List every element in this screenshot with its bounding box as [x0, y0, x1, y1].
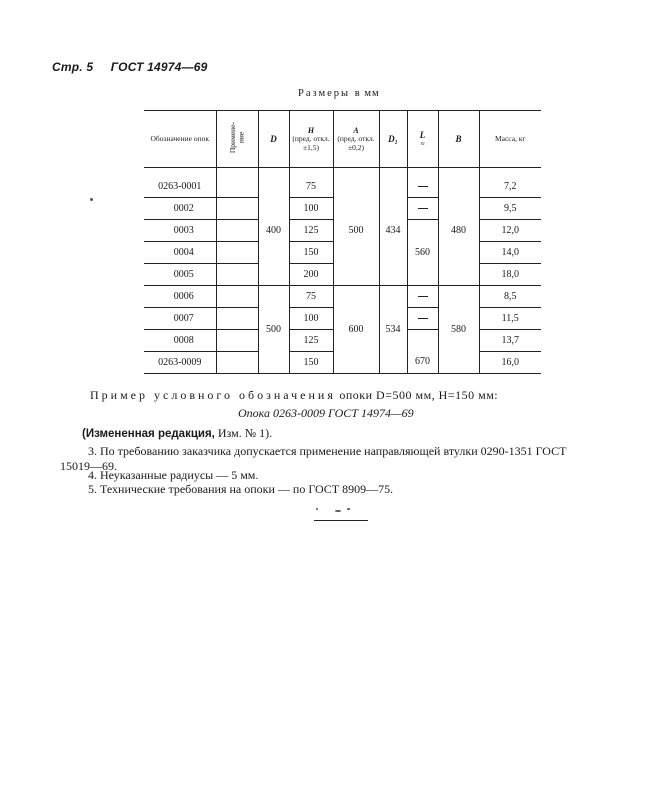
cell-mass: 16,0: [479, 352, 541, 374]
cell-d: 400: [258, 168, 289, 286]
scan-speck: [90, 198, 93, 201]
cell-b: 480: [438, 168, 479, 286]
page-header: [52, 60, 222, 74]
cell-l: 560: [407, 220, 438, 286]
cell-d1: 534: [379, 286, 407, 374]
cell-h: 100: [289, 308, 333, 330]
end-rule: [314, 520, 368, 521]
cell-h: 125: [289, 220, 333, 242]
cell-l: [407, 286, 438, 308]
cell-h: 100: [289, 198, 333, 220]
header-l: [407, 111, 438, 168]
header-mass: Масса, кг: [479, 111, 541, 168]
header-l-symbol: L: [419, 129, 426, 140]
cell-h: 150: [289, 352, 333, 374]
dash-mark: [418, 186, 428, 187]
dash-mark: [418, 318, 428, 319]
cell-mass: 9,5: [479, 198, 541, 220]
amendment-note: [82, 426, 272, 441]
table-row: [144, 168, 541, 198]
cell-code: 0005: [144, 264, 216, 286]
cell-code: 0002: [144, 198, 216, 220]
designation-example: [90, 388, 498, 403]
cell-application: [216, 220, 258, 242]
cell-application: [216, 352, 258, 374]
cell-d: 500: [258, 286, 289, 374]
dash-mark: [418, 208, 428, 209]
dash-mark: [418, 296, 428, 297]
paragraph-5: 5. Технические требования на опоки — по ГОСТ 8909—75.: [88, 482, 394, 496]
header-l-note: ≈: [420, 138, 425, 148]
header-h-symbol: H: [307, 125, 315, 135]
paragraph-4: 4. Неуказанные радиусы — 5 мм.: [88, 468, 259, 482]
cell-code: 0008: [144, 330, 216, 352]
cell-l: 670: [407, 330, 438, 374]
cell-l: [407, 198, 438, 220]
caption-label: Размеры: [298, 88, 351, 99]
caption-unit: в мм: [354, 88, 380, 99]
cell-a: 600: [333, 286, 379, 374]
cell-mass: 8,5: [479, 286, 541, 308]
scan-speck: [347, 508, 350, 510]
cell-code: 0007: [144, 308, 216, 330]
cell-application: [216, 168, 258, 198]
cell-d1: 434: [379, 168, 407, 286]
cell-code: 0263-0009: [144, 352, 216, 374]
scan-speck: [335, 510, 341, 512]
example-code: Опока 0263-0009 ГОСТ 14974—69: [238, 406, 414, 420]
paragraph-3: 3. По требованию заказчика допускается применение направляющей втулки 0290-1351 ГОСТ: [88, 444, 567, 458]
table-header-row: [144, 111, 541, 168]
cell-a: 500: [333, 168, 379, 286]
cell-l: [407, 308, 438, 330]
header-application-text: Примене- ние: [227, 122, 245, 154]
cell-mass: 11,5: [479, 308, 541, 330]
cell-h: 150: [289, 242, 333, 264]
cell-application: [216, 330, 258, 352]
table-caption: [298, 88, 380, 99]
cell-application: [216, 198, 258, 220]
cell-h: 75: [289, 286, 333, 308]
cell-mass: 14,0: [479, 242, 541, 264]
cell-application: [216, 264, 258, 286]
dimensions-table: [144, 110, 541, 374]
cell-application: [216, 308, 258, 330]
header-h: [289, 111, 333, 168]
cell-h: 200: [289, 264, 333, 286]
cell-h: 75: [289, 168, 333, 198]
header-d1: D₁: [379, 111, 407, 168]
cell-mass: 13,7: [479, 330, 541, 352]
cell-l: [407, 168, 438, 198]
paragraph-3-cont: 15019—69.: [60, 459, 117, 473]
cell-application: [216, 286, 258, 308]
header-a: [333, 111, 379, 168]
cell-h: 125: [289, 330, 333, 352]
cell-code: 0006: [144, 286, 216, 308]
page-number: Стр. 5: [52, 60, 94, 74]
header-a-note: (пред. откл. ±0,2): [337, 133, 375, 152]
amendment-bold: (Измененная редакция,: [82, 428, 215, 440]
table-row: [144, 286, 541, 308]
example-lead: Пример условного обозначения: [90, 388, 336, 402]
header-d: D: [258, 111, 289, 168]
header-a-symbol: A: [353, 125, 359, 135]
header-designation: Обозначение опок: [144, 111, 216, 168]
header-application: [216, 111, 258, 168]
cell-code: 0004: [144, 242, 216, 264]
example-text: опоки D=500 мм, H=150 мм:: [339, 388, 499, 402]
cell-code: 0003: [144, 220, 216, 242]
standard-title: ГОСТ 14974—69: [110, 60, 208, 74]
cell-application: [216, 242, 258, 264]
cell-code: 0263-0001: [144, 168, 216, 198]
amendment-rest: Изм. № 1).: [217, 426, 273, 440]
cell-mass: 18,0: [479, 264, 541, 286]
cell-b: 580: [438, 286, 479, 374]
cell-mass: 7,2: [479, 168, 541, 198]
scan-speck: [316, 508, 318, 510]
header-h-note: (пред. откл. ±1,5): [292, 133, 330, 152]
header-b: B: [438, 111, 479, 168]
cell-mass: 12,0: [479, 220, 541, 242]
